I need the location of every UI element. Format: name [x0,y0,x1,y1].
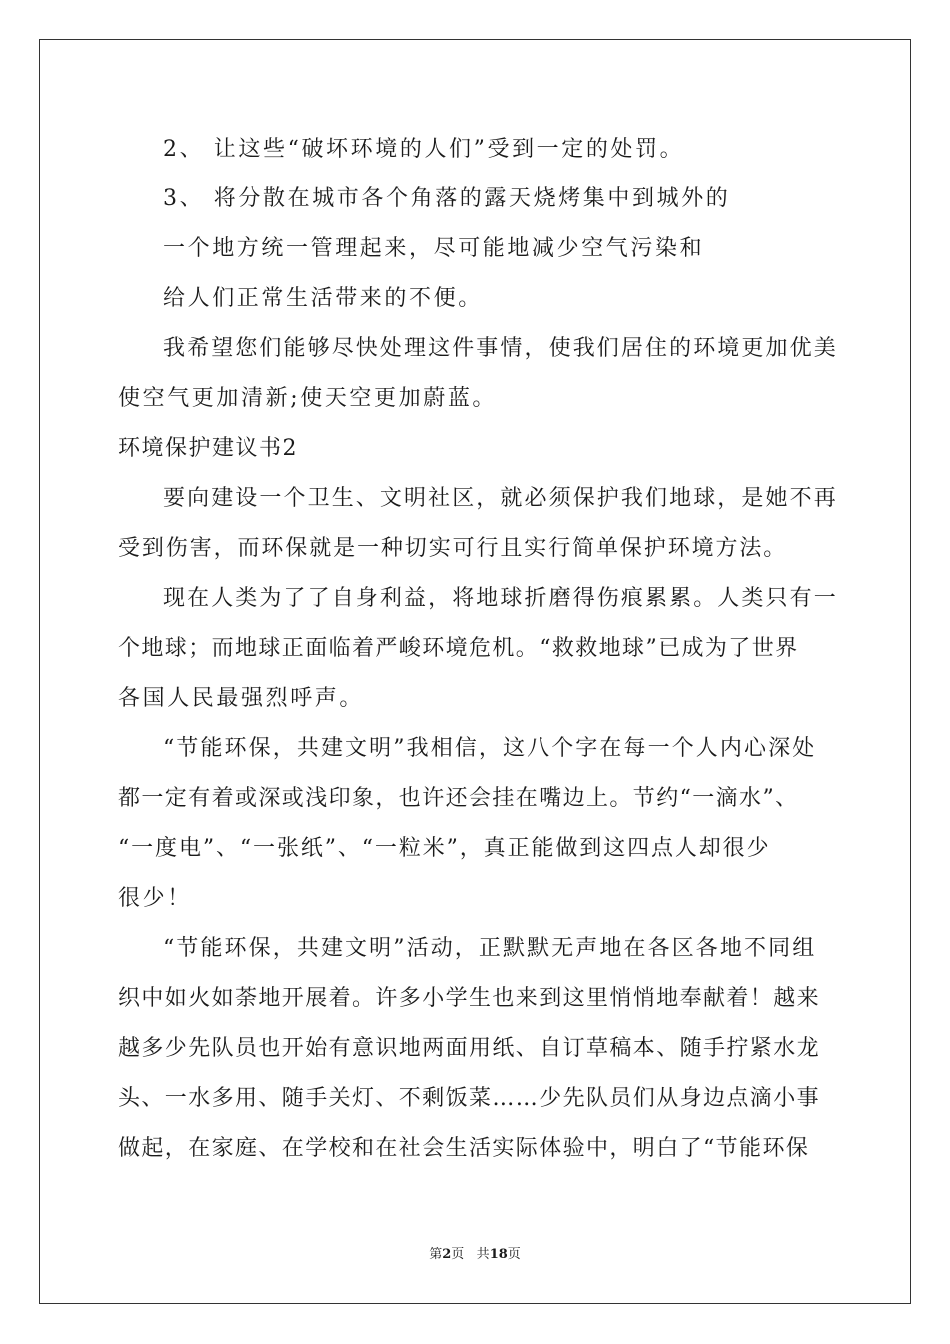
body-line: “节能环保，共建文明”我相信，这八个字在每一个人内心深处 [163,736,817,761]
footer-page-unit: 页 [451,1247,465,1262]
body-line: 使空气更加清新;使天空更加蔚蓝。 [118,386,498,411]
page-footer [0,1246,950,1264]
footer-prefix: 第 [429,1247,443,1262]
body-line: 织中如火如荼地开展着。许多小学生也来到这里悄悄地奉献着！越来 [118,986,821,1011]
footer-total-prefix: 共 [476,1247,490,1262]
body-line: 一个地方统一管理起来，尽可能地减少空气污染和 [163,236,705,261]
body-line: 受到伤害，而环保就是一种切实可行且实行简单保护环境方法。 [118,536,788,561]
list-item-3: 3、 将分散在城市各个角落的露天烧烤集中到城外的 [163,186,731,211]
section-heading: 环境保护建议书2 [118,436,298,461]
body-line: 个地球；而地球正面临着严峻环境危机。“救救地球”已成为了世界 [118,636,799,661]
total-page-count: 18 [489,1247,508,1262]
body-line: 我希望您们能够尽快处理这件事情，使我们居住的环境更加优美 [163,336,838,361]
body-line: 要向建设一个卫生、文明社区，就必须保护我们地球，是她不再 [163,486,838,511]
body-line: “一度电”、“一张纸”、“一粒米”，真正能做到这四点人却很少 [118,836,771,861]
body-line: 给人们正常生活带来的不便。 [163,286,483,311]
body-line: “节能环保，共建文明”活动，正默默无声地在各区各地不同组 [163,936,817,961]
body-line: 越多少先队员也开始有意识地两面用纸、自订草稿本、随手拧紧水龙 [118,1036,821,1061]
body-line: 都一定有着或深或浅印象，也许还会挂在嘴边上。节约“一滴水”、 [118,786,799,811]
list-item-2: 2、 让这些“破坏环境的人们”受到一定的处罚。 [163,137,685,162]
body-line: 各国人民最强烈呼声。 [118,686,365,711]
body-line: 现在人类为了了自身利益，将地球折磨得伤痕累累。人类只有一 [163,586,838,611]
footer-total-unit: 页 [507,1247,521,1262]
body-line: 做起，在家庭、在学校和在社会生活实际体验中，明白了“节能环保 [118,1136,810,1161]
body-line: 很少！ [118,886,192,911]
body-line: 头、一水多用、随手关灯、不剩饭菜……少先队员们从身边点滴小事 [118,1086,821,1111]
current-page-number: 2 [442,1247,452,1262]
page-border [39,39,911,1304]
